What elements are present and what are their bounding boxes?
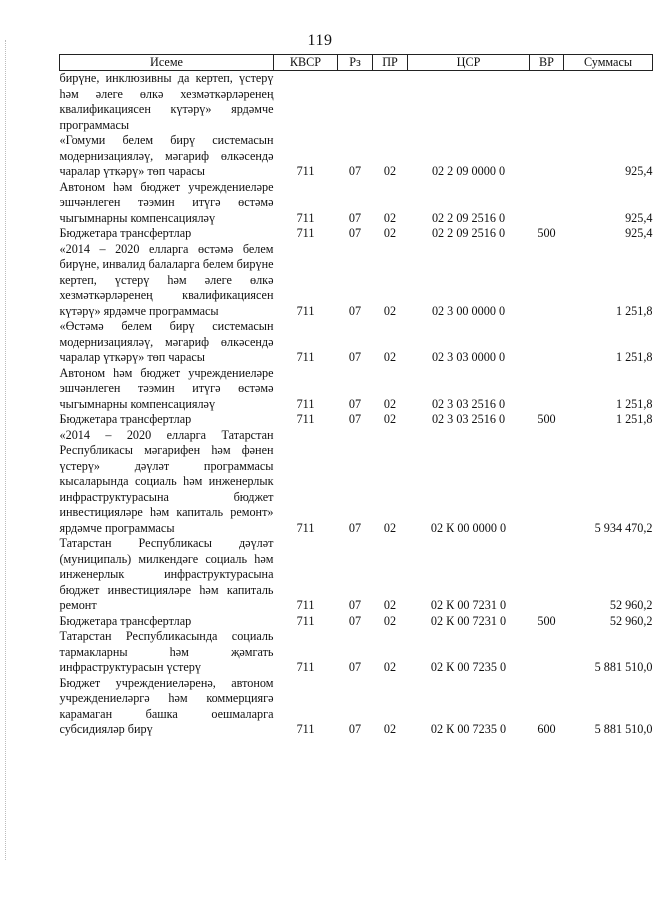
row-vr (530, 629, 564, 676)
row-pr: 02 (383, 396, 397, 411)
row-name: бирүне, инклюзивны да кертеп, үстерү һәм әлеге өлкә хезмәткәрләренең квалификациясен күтәрү» ярдәмче программасы (59, 71, 274, 132)
row-sum: 925,4 (625, 164, 653, 178)
table-row (60, 428, 653, 537)
row-kvsr: 711 (296, 412, 315, 426)
row-sum: 52 960,2 (609, 598, 653, 612)
row-csr: 02 2 09 2516 0 (431, 226, 506, 240)
row-csr: 02 2 09 0000 0 (431, 164, 506, 178)
row-vr (530, 133, 564, 180)
row-kvsr: 711 (296, 520, 315, 535)
row-rz: 07 (348, 210, 362, 225)
row-kvsr: 711 (296, 164, 315, 178)
table-row (60, 71, 653, 134)
row-rz: 07 (348, 598, 362, 612)
row-name: «2014 – 2020 елларга өстәмә белем бирүне, инвалид балаларга белем бирүне кертеп, үстерү һәм әлеге өлкә хезмәткәрләренең квалификациясен күтәрү» ярдәмче программасы (59, 241, 274, 318)
row-csr: 02 К 00 7235 0 (430, 722, 507, 736)
row-sum: 925,4 (625, 210, 653, 225)
table-row (60, 180, 653, 227)
row-rz: 07 (348, 396, 362, 411)
row-rz: 07 (348, 520, 362, 535)
table-row (60, 412, 653, 428)
page-number: 119 (307, 32, 333, 49)
row-csr: 02 К 00 0000 0 (430, 520, 507, 535)
row-csr: 02 3 03 2516 0 (431, 396, 506, 411)
header-name: Исеме (60, 55, 274, 71)
budget-table (59, 54, 653, 738)
row-pr: 02 (383, 598, 397, 612)
row-kvsr: 711 (296, 303, 315, 318)
table-row (60, 366, 653, 413)
row-vr: 500 (537, 226, 556, 240)
row-csr (408, 71, 530, 134)
row-name: Татарстан Республикасында социаль тармакларны һәм җәмгать инфраструктурасын үстерү (59, 629, 274, 674)
row-name: Бюджетара трансфертлар (59, 226, 192, 240)
row-csr: 02 К 00 7231 0 (430, 613, 507, 628)
header-pr: ПР (373, 55, 408, 71)
row-name: «2014 – 2020 елларга Татарстан Республикасы мәгарифен һәм фәнен үстерү» дәүләт программасы кысаларында социаль һәм инженерлык инфраструктурасына бюджет инвестицияләре һәм капиталь ремонт» ярдәмче программасы (59, 427, 274, 535)
table-row (60, 242, 653, 320)
row-pr (373, 71, 408, 134)
row-pr: 02 (383, 412, 397, 426)
header-sum: Суммасы (564, 55, 653, 71)
row-pr: 02 (383, 350, 397, 364)
row-csr: 02 2 09 2516 0 (431, 210, 506, 225)
table-row (60, 226, 653, 242)
row-vr: 500 (537, 613, 556, 628)
row-sum: 1 251,8 (615, 412, 653, 426)
row-name: Бюджетара трансфертлар (59, 613, 192, 628)
row-name: Автоном һәм бюджет учреждениеләре эшчәнлеген тәэмин итүгә өстәмә чыгымнарны компенсацияләү (59, 179, 274, 225)
row-pr: 02 (383, 303, 397, 318)
row-sum: 1 251,8 (615, 303, 653, 318)
table-row (60, 133, 653, 180)
row-vr (530, 71, 564, 134)
row-csr: 02 3 00 0000 0 (431, 303, 506, 318)
row-vr (530, 242, 564, 320)
row-pr: 02 (383, 226, 397, 240)
row-kvsr: 711 (296, 396, 315, 411)
page-edge-dots (5, 40, 8, 860)
row-csr: 02 К 00 7235 0 (430, 660, 507, 674)
table-row (60, 629, 653, 676)
row-rz: 07 (348, 722, 362, 736)
header-rz: Рз (338, 55, 373, 71)
row-kvsr: 711 (296, 350, 315, 364)
row-name: Татарстан Республикасы дәүләт (муниципаль) милкендәге социаль һәм инженерлык инфраструктурасына бюджет инвестицияләре һәм капиталь ремонт (59, 536, 274, 612)
row-pr: 02 (383, 660, 397, 674)
table-row (60, 676, 653, 738)
header-kvsr: КВСР (274, 55, 338, 71)
row-vr: 600 (537, 722, 556, 736)
row-sum: 1 251,8 (615, 350, 653, 364)
row-rz: 07 (348, 164, 362, 178)
row-vr (530, 366, 564, 413)
header-csr: ЦСР (408, 55, 530, 71)
row-kvsr: 711 (296, 210, 315, 225)
row-rz: 07 (348, 412, 362, 426)
row-sum (564, 71, 653, 134)
row-name: Автоном һәм бюджет учреждениеләре эшчәнлеген тәэмин итүгә өстәмә чыгымнарны компенсацияләү (59, 365, 274, 411)
row-pr: 02 (383, 520, 397, 535)
table-row (60, 319, 653, 366)
header-vr: ВР (530, 55, 564, 71)
row-vr (530, 319, 564, 366)
row-vr (530, 536, 564, 614)
row-vr (530, 180, 564, 227)
row-rz: 07 (348, 350, 362, 364)
table-row (60, 614, 653, 630)
row-pr: 02 (383, 722, 397, 736)
row-vr: 500 (537, 412, 556, 426)
row-rz: 07 (348, 660, 362, 674)
row-vr (530, 428, 564, 537)
table-row (60, 536, 653, 614)
row-rz: 07 (348, 613, 362, 628)
row-rz: 07 (348, 226, 362, 240)
row-kvsr: 711 (296, 226, 315, 240)
table-header-row (60, 55, 653, 71)
row-pr: 02 (383, 164, 397, 178)
row-sum: 5 934 470,2 (594, 520, 653, 535)
row-sum: 52 960,2 (609, 613, 653, 628)
row-kvsr: 711 (296, 660, 315, 674)
row-name: «Гомуми белем бирү системасын модернизацияләү, мәгариф өлкәсендә чаралар үткәрү» төп чарасы (59, 133, 274, 178)
row-csr: 02 3 03 2516 0 (431, 412, 506, 426)
row-sum: 1 251,8 (615, 396, 653, 411)
table-body (60, 71, 653, 738)
row-sum: 925,4 (625, 226, 653, 240)
row-kvsr (274, 71, 338, 134)
row-pr: 02 (383, 210, 397, 225)
row-name: Бюджет учреждениеләренә, автоном учреждениеләргә һәм коммерциягә карамаган башка оешмаларга субсидияләр бирү (59, 675, 274, 736)
row-csr: 02 К 00 7231 0 (430, 598, 507, 612)
row-sum: 5 881 510,0 (594, 722, 653, 736)
row-name: «Өстәмә белем бирү системасын модернизацияләү, мәгариф өлкәсендә чаралар үткәрү» төп чарасы (59, 319, 274, 364)
row-rz (338, 71, 373, 134)
row-kvsr: 711 (296, 598, 315, 612)
row-kvsr: 711 (296, 722, 315, 736)
row-pr: 02 (383, 613, 397, 628)
row-sum: 5 881 510,0 (594, 660, 653, 674)
row-name: Бюджетара трансфертлар (59, 412, 192, 426)
row-kvsr: 711 (296, 613, 315, 628)
row-csr: 02 3 03 0000 0 (431, 350, 506, 364)
row-rz: 07 (348, 303, 362, 318)
